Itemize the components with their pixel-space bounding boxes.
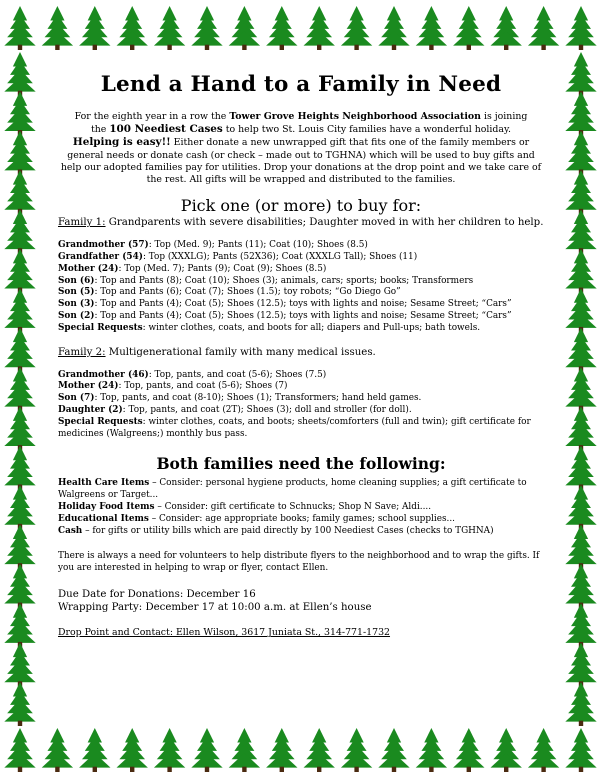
- pine-tree-icon: [4, 170, 35, 214]
- pine-tree-icon: [42, 728, 73, 772]
- item-name: Mother (24): [58, 381, 119, 392]
- pine-tree-icon: [565, 210, 596, 254]
- pine-tree-icon: [565, 367, 596, 411]
- helping-text: Either donate a new unwrapped gift that fits one of the family members or general needs or donate cash (or check – made out to TGHNA) which will be used to buy gifts and help our adopted families pay for utilities. Drop your donations at the drop point and we take care of the rest. All gifts will be wrapped and distributed to the families.: [60, 137, 542, 186]
- pine-tree-icon: [191, 6, 222, 50]
- item-name: Mother (24): [58, 263, 119, 274]
- pine-tree-icon: [266, 6, 297, 50]
- organization-name: Tower Grove Heights Neighborhood Association: [229, 111, 481, 122]
- pine-tree-icon: [4, 131, 35, 175]
- pine-tree-icon: [4, 603, 35, 647]
- pine-tree-icon: [154, 728, 185, 772]
- pine-tree-icon: [378, 6, 409, 50]
- pine-tree-icon: [4, 485, 35, 529]
- pine-tree-icon: [4, 643, 35, 687]
- pine-tree-icon: [416, 6, 447, 50]
- pine-tree-icon: [453, 6, 484, 50]
- pine-tree-icon: [154, 6, 185, 50]
- item-details: – Consider: gift certificate to Schnucks; Shop N Save; Aldi....: [154, 502, 432, 513]
- item-details: – for gifts or utility bills which are paid directly by 100 Neediest Cases (checks to TGHNA): [82, 526, 494, 537]
- family-2-label: Family 2:: [58, 346, 106, 358]
- item-name: Son (5): [58, 287, 95, 298]
- pine-tree-icon: [79, 6, 110, 50]
- pick-heading: Pick one (or more) to buy for:: [180, 196, 422, 216]
- item-details: : Top (Med. 9); Pants (11); Coat (10); Shoes (8.5): [148, 240, 368, 251]
- intro-text: is joining: [480, 111, 528, 122]
- item-name: Special Requests: [58, 322, 143, 333]
- pine-tree-icon: [565, 682, 596, 726]
- pine-tree-icon: [117, 6, 148, 50]
- item-details: : winter clothes, coats, and boots for all; diapers and Pull-ups; bath towels.: [142, 322, 481, 333]
- item-details: – Consider: personal hygiene products, home cleaning supplies; a gift certificate to Walgreens or Target...: [58, 478, 527, 501]
- list-item: [58, 501, 544, 513]
- item-details: : Top and Pants (6); Coat (7); Shoes (1.5); toy robots; “Go Diego Go”: [94, 287, 401, 298]
- program-name: 100 Neediest Cases: [109, 123, 223, 136]
- pine-tree-icon: [229, 6, 260, 50]
- family-2-list: [58, 370, 544, 441]
- item-name: Daughter (2): [58, 404, 123, 415]
- pine-tree-icon: [565, 249, 596, 293]
- pine-tree-icon: [565, 603, 596, 647]
- family-2-description: Multigenerational family with many medical issues.: [105, 346, 376, 358]
- pine-tree-icon: [304, 728, 335, 772]
- item-details: : Top, pants, and coat (5-6); Shoes (7): [118, 381, 288, 392]
- pine-tree-icon: [528, 728, 559, 772]
- pine-tree-icon: [416, 728, 447, 772]
- item-name: Cash: [58, 526, 83, 537]
- list-item: [58, 252, 544, 264]
- item-name: Holiday Food Items: [58, 502, 155, 513]
- due-date: Due Date for Donations: December 16: [58, 589, 256, 601]
- pine-tree-icon: [191, 728, 222, 772]
- pine-tree-icon: [4, 728, 35, 772]
- item-details: : Top and Pants (4); Coat (5); Shoes (12.5); toys with lights and noise; Sesame Street; “Cars”: [94, 299, 512, 310]
- pine-tree-icon: [4, 6, 35, 50]
- pine-tree-icon: [4, 210, 35, 254]
- family-1-label: Family 1:: [58, 217, 106, 229]
- item-details: : Top, pants, and coat (8-10); Shoes (1); Transformers; hand held games.: [94, 393, 422, 404]
- item-details: : Top and Pants (8); Coat (10); Shoes (3); animals, cars; sports; books; Transformers: [94, 275, 474, 286]
- list-item: [58, 287, 544, 299]
- item-name: Special Requests: [58, 416, 143, 427]
- list-item: [58, 276, 544, 288]
- list-item: [58, 393, 544, 405]
- pine-tree-icon: [4, 91, 35, 135]
- pine-tree-icon: [4, 328, 35, 372]
- list-item: [58, 311, 544, 323]
- flyer-content: [58, 72, 544, 638]
- pine-tree-icon: [4, 52, 35, 96]
- item-details: : winter clothes, coats, and boots; sheets/comforters (full and twin); gift certificate for medicines (Walgreens;) monthly bus pass.: [58, 416, 531, 439]
- pine-tree-icon: [565, 91, 596, 135]
- intro-text: For the eighth year in a row the: [74, 111, 230, 122]
- drop-point-label: Drop Point and Contact:: [58, 627, 173, 639]
- pine-tree-icon: [565, 525, 596, 569]
- item-details: : Top, pants, and coat (2T); Shoes (3); doll and stroller (for doll).: [122, 404, 412, 415]
- pine-tree-icon: [565, 485, 596, 529]
- pine-tree-icon: [565, 328, 596, 372]
- pine-tree-icon: [453, 728, 484, 772]
- pine-tree-icon: [42, 6, 73, 50]
- pine-tree-icon: [565, 643, 596, 687]
- pine-tree-icon: [565, 406, 596, 450]
- pine-tree-icon: [378, 728, 409, 772]
- item-name: Son (2): [58, 311, 95, 321]
- both-families-heading: Both families need the following:: [156, 454, 446, 474]
- list-item: [58, 381, 544, 393]
- item-name: Son (7): [58, 393, 95, 404]
- volunteer-note: There is always a need for volunteers to help distribute flyers to the neighborhood and to wrap the gifts. If you are interested in helping to wrap or flyer, contact Ellen.: [58, 551, 540, 574]
- pine-tree-icon: [565, 170, 596, 214]
- item-name: Grandfather (54): [58, 252, 143, 263]
- pine-tree-icon: [565, 131, 596, 175]
- item-name: Grandmother (57): [58, 240, 149, 251]
- pine-tree-icon: [304, 6, 335, 50]
- list-item: [58, 299, 544, 311]
- pine-tree-icon: [4, 525, 35, 569]
- pine-tree-icon: [565, 728, 596, 772]
- wrapping-party: Wrapping Party: December 17 at 10:00 a.m. at Ellen’s house: [58, 602, 372, 614]
- pine-tree-icon: [117, 728, 148, 772]
- list-item: [58, 240, 544, 252]
- pine-tree-icon: [565, 564, 596, 608]
- pine-tree-icon: [491, 728, 522, 772]
- pine-tree-icon: [565, 52, 596, 96]
- pine-tree-icon: [229, 728, 260, 772]
- pine-tree-icon: [4, 367, 35, 411]
- pine-tree-icon: [4, 249, 35, 293]
- pine-tree-icon: [4, 288, 35, 332]
- list-item: [58, 525, 544, 537]
- page-title: Lend a Hand to a Family in Need: [100, 72, 502, 97]
- family-2-header: [58, 346, 544, 359]
- list-item: [58, 264, 544, 276]
- intro-paragraph: [58, 111, 544, 186]
- item-details: : Top (XXXLG); Pants (52X36); Coat (XXXLG Tall); Shoes (11): [142, 252, 418, 263]
- list-item: [58, 417, 544, 441]
- list-item: [58, 323, 544, 335]
- pine-tree-icon: [4, 406, 35, 450]
- item-details: : Top (Med. 7); Pants (9); Coat (9); Shoes (8.5): [118, 263, 327, 274]
- item-details: : Top and Pants (4); Coat (5); Shoes (12.5); toys with lights and noise; Sesame Street; “Cars”: [94, 311, 512, 321]
- item-name: Son (6): [58, 275, 95, 286]
- drop-point-contact: [58, 627, 544, 638]
- list-item: [58, 370, 544, 382]
- family-1-description: Grandparents with severe disabilities; Daughter moved in with her children to help.: [105, 217, 544, 229]
- intro-text: the: [90, 124, 110, 136]
- item-details: – Consider: age appropriate books; family games; school supplies...: [148, 514, 455, 525]
- helping-easy-label: Helping is easy!!: [72, 136, 171, 149]
- family-1-list: [58, 240, 544, 334]
- pine-tree-icon: [565, 6, 596, 50]
- list-item: [58, 513, 544, 525]
- pine-tree-icon: [341, 6, 372, 50]
- pine-tree-icon: [79, 728, 110, 772]
- list-item: [58, 405, 544, 417]
- item-name: Son (3): [58, 299, 95, 310]
- item-name: Educational Items: [58, 514, 149, 525]
- pine-tree-icon: [341, 728, 372, 772]
- pine-tree-icon: [4, 564, 35, 608]
- pine-tree-icon: [565, 446, 596, 490]
- drop-point-text: Ellen Wilson, 3617 Juniata St., 314-771-1732: [172, 627, 391, 639]
- item-name: Health Care Items: [58, 478, 150, 489]
- list-item: [58, 477, 544, 501]
- pine-tree-icon: [266, 728, 297, 772]
- pine-tree-icon: [528, 6, 559, 50]
- family-1-header: [58, 216, 544, 229]
- pine-tree-icon: [491, 6, 522, 50]
- item-details: : Top, pants, and coat (5-6); Shoes (7.5): [148, 369, 327, 380]
- dates-block: [58, 588, 544, 614]
- needs-list: [58, 477, 544, 537]
- item-name: Grandmother (46): [58, 369, 149, 380]
- pine-tree-icon: [4, 682, 35, 726]
- pine-tree-icon: [565, 288, 596, 332]
- pine-tree-icon: [4, 446, 35, 490]
- intro-text: to help two St. Louis City families have a wonderful holiday.: [222, 124, 512, 136]
